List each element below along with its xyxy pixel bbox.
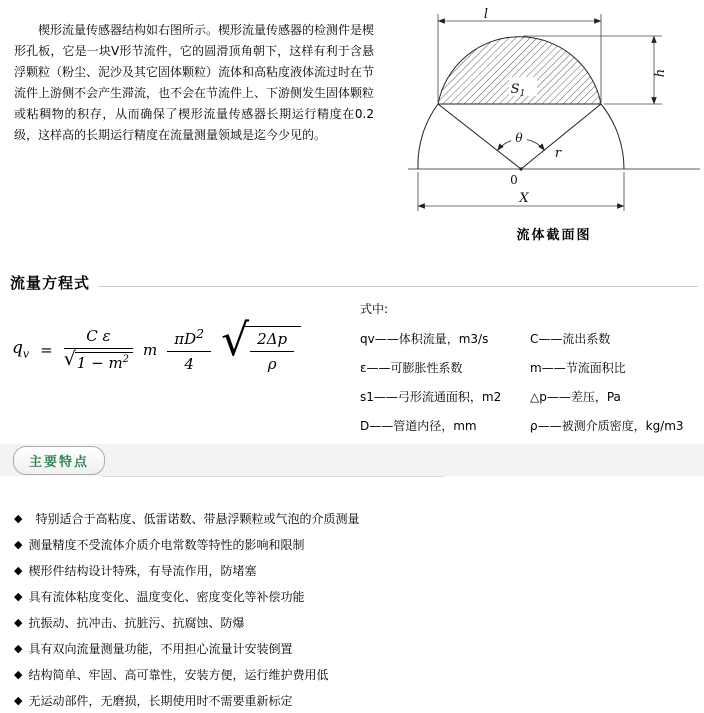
feature-item: ◆ 测量精度不受流体介质介电常数等特性的影响和限制 <box>14 537 305 552</box>
diagram-caption: 流体截面图 <box>516 228 592 243</box>
label-origin: 0 <box>510 173 518 187</box>
section-title-flow-equation: 流量方程式 <box>10 274 91 292</box>
coefficient-fraction: C ε √ $1 - m^2$ <box>64 327 133 372</box>
label-theta: θ <box>515 131 523 145</box>
diamond-bullet-icon: ◆ <box>14 589 23 603</box>
legend-item: ε——可膨胀性系数 <box>360 361 463 375</box>
pressure-radical <box>221 315 301 373</box>
diamond-bullet-icon: ◆ <box>14 615 23 629</box>
features-badge: 主要特点 <box>13 446 105 475</box>
equation-section <box>12 296 702 434</box>
diamond-bullet-icon: ◆ <box>14 537 23 551</box>
label-s1: $S_1$ <box>510 82 526 99</box>
area-ratio-variable: m <box>143 340 158 359</box>
feature-item: ◆ 抗振动、抗冲击、抗脏污、抗腐蚀、防爆 <box>14 615 245 630</box>
legend-item: C——流出系数 <box>530 332 611 346</box>
feature-item: ◆ 特别适合于高粘度、低雷诺数、带悬浮颗粒或气泡的介质测量 <box>14 511 360 526</box>
circle-left-arc <box>418 104 438 169</box>
legend-item: ρ——被测介质密度，kg/m3 <box>530 419 684 433</box>
denominator-radical: √ $1 - m^2$ <box>64 352 133 372</box>
legend-item: qv——体积流量，m3/s <box>360 332 489 346</box>
features-list <box>14 505 359 713</box>
heading-rule <box>98 286 698 287</box>
label-h: h <box>653 68 668 78</box>
diamond-bullet-icon: ◆ <box>14 511 23 525</box>
diamond-bullet-icon: ◆ <box>14 563 23 577</box>
feature-item: ◆ 无运动部件，无磨损，长期使用时不需要重新标定 <box>14 693 293 708</box>
diamond-bullet-icon: ◆ <box>14 667 23 681</box>
legend-grid <box>360 330 702 434</box>
radical-sign: √ <box>221 315 250 366</box>
fluid-cross-section-figure <box>406 6 702 218</box>
center-point <box>519 167 522 170</box>
label-x: X <box>519 191 529 206</box>
pipe-area-fraction: $\frac{\pi D^2}{4}$ <box>167 326 211 373</box>
circle-right-arc <box>601 104 624 169</box>
intro-paragraph: 楔形流量传感器结构如右图所示。楔形流量传感器的检测件是楔形孔板，它是一块V形节流件，它的圆滑顶角朝下，这样有利于含悬浮颗粒（粉尘、泥沙及其它固体颗粒）流体和高粘度液体流过时在节流件上游侧不会产生滞流，也不会在节流件上、下游侧发生固体颗粒或粘稠物的积存，从而确保了楔形流量传感器长期运行精度在0.2级，这样高的长期运行精度在流量测量领域是迄今少见的。 <box>14 23 375 142</box>
diagram-panel <box>406 6 702 243</box>
legend-item: D——管道内径，mm <box>360 419 477 433</box>
features-band <box>0 444 704 476</box>
feature-item: ◆ 具有流体粘度变化、温度变化、密度变化等补偿功能 <box>14 589 305 604</box>
legend-item: △p——差压，Pa <box>530 390 621 404</box>
label-r: r <box>554 146 562 161</box>
pressure-fraction: $\frac{2\Delta p}{\rho}$ <box>250 330 294 373</box>
equation-legend <box>360 296 702 434</box>
legend-title: 式中: <box>360 302 389 316</box>
formula-lhs: $q_v$ <box>12 338 30 361</box>
badge-rule <box>102 476 444 477</box>
equation-section-header <box>10 272 698 293</box>
diamond-bullet-icon: ◆ <box>14 693 23 707</box>
label-l: l <box>483 7 489 22</box>
flow-equation-formula <box>12 315 301 373</box>
diamond-bullet-icon: ◆ <box>14 641 23 655</box>
legend-item: s1——弓形流通面积，m2 <box>360 390 502 404</box>
feature-item: ◆ 具有双向流量测量功能，不用担心流量计安装倒置 <box>14 641 293 656</box>
formula-wrap <box>12 296 360 434</box>
legend-item: m——节流面积比 <box>530 361 626 375</box>
left-radius-line <box>438 104 521 169</box>
feature-item: ◆ 结构简单、牢固、高可靠性，安装方便，运行维护费用低 <box>14 667 329 682</box>
feature-item: ◆ 楔形件结构设计特殊，有导流作用，防堵塞 <box>14 563 257 578</box>
equals-sign: = <box>40 340 53 359</box>
radical-sign: √ <box>63 348 76 370</box>
